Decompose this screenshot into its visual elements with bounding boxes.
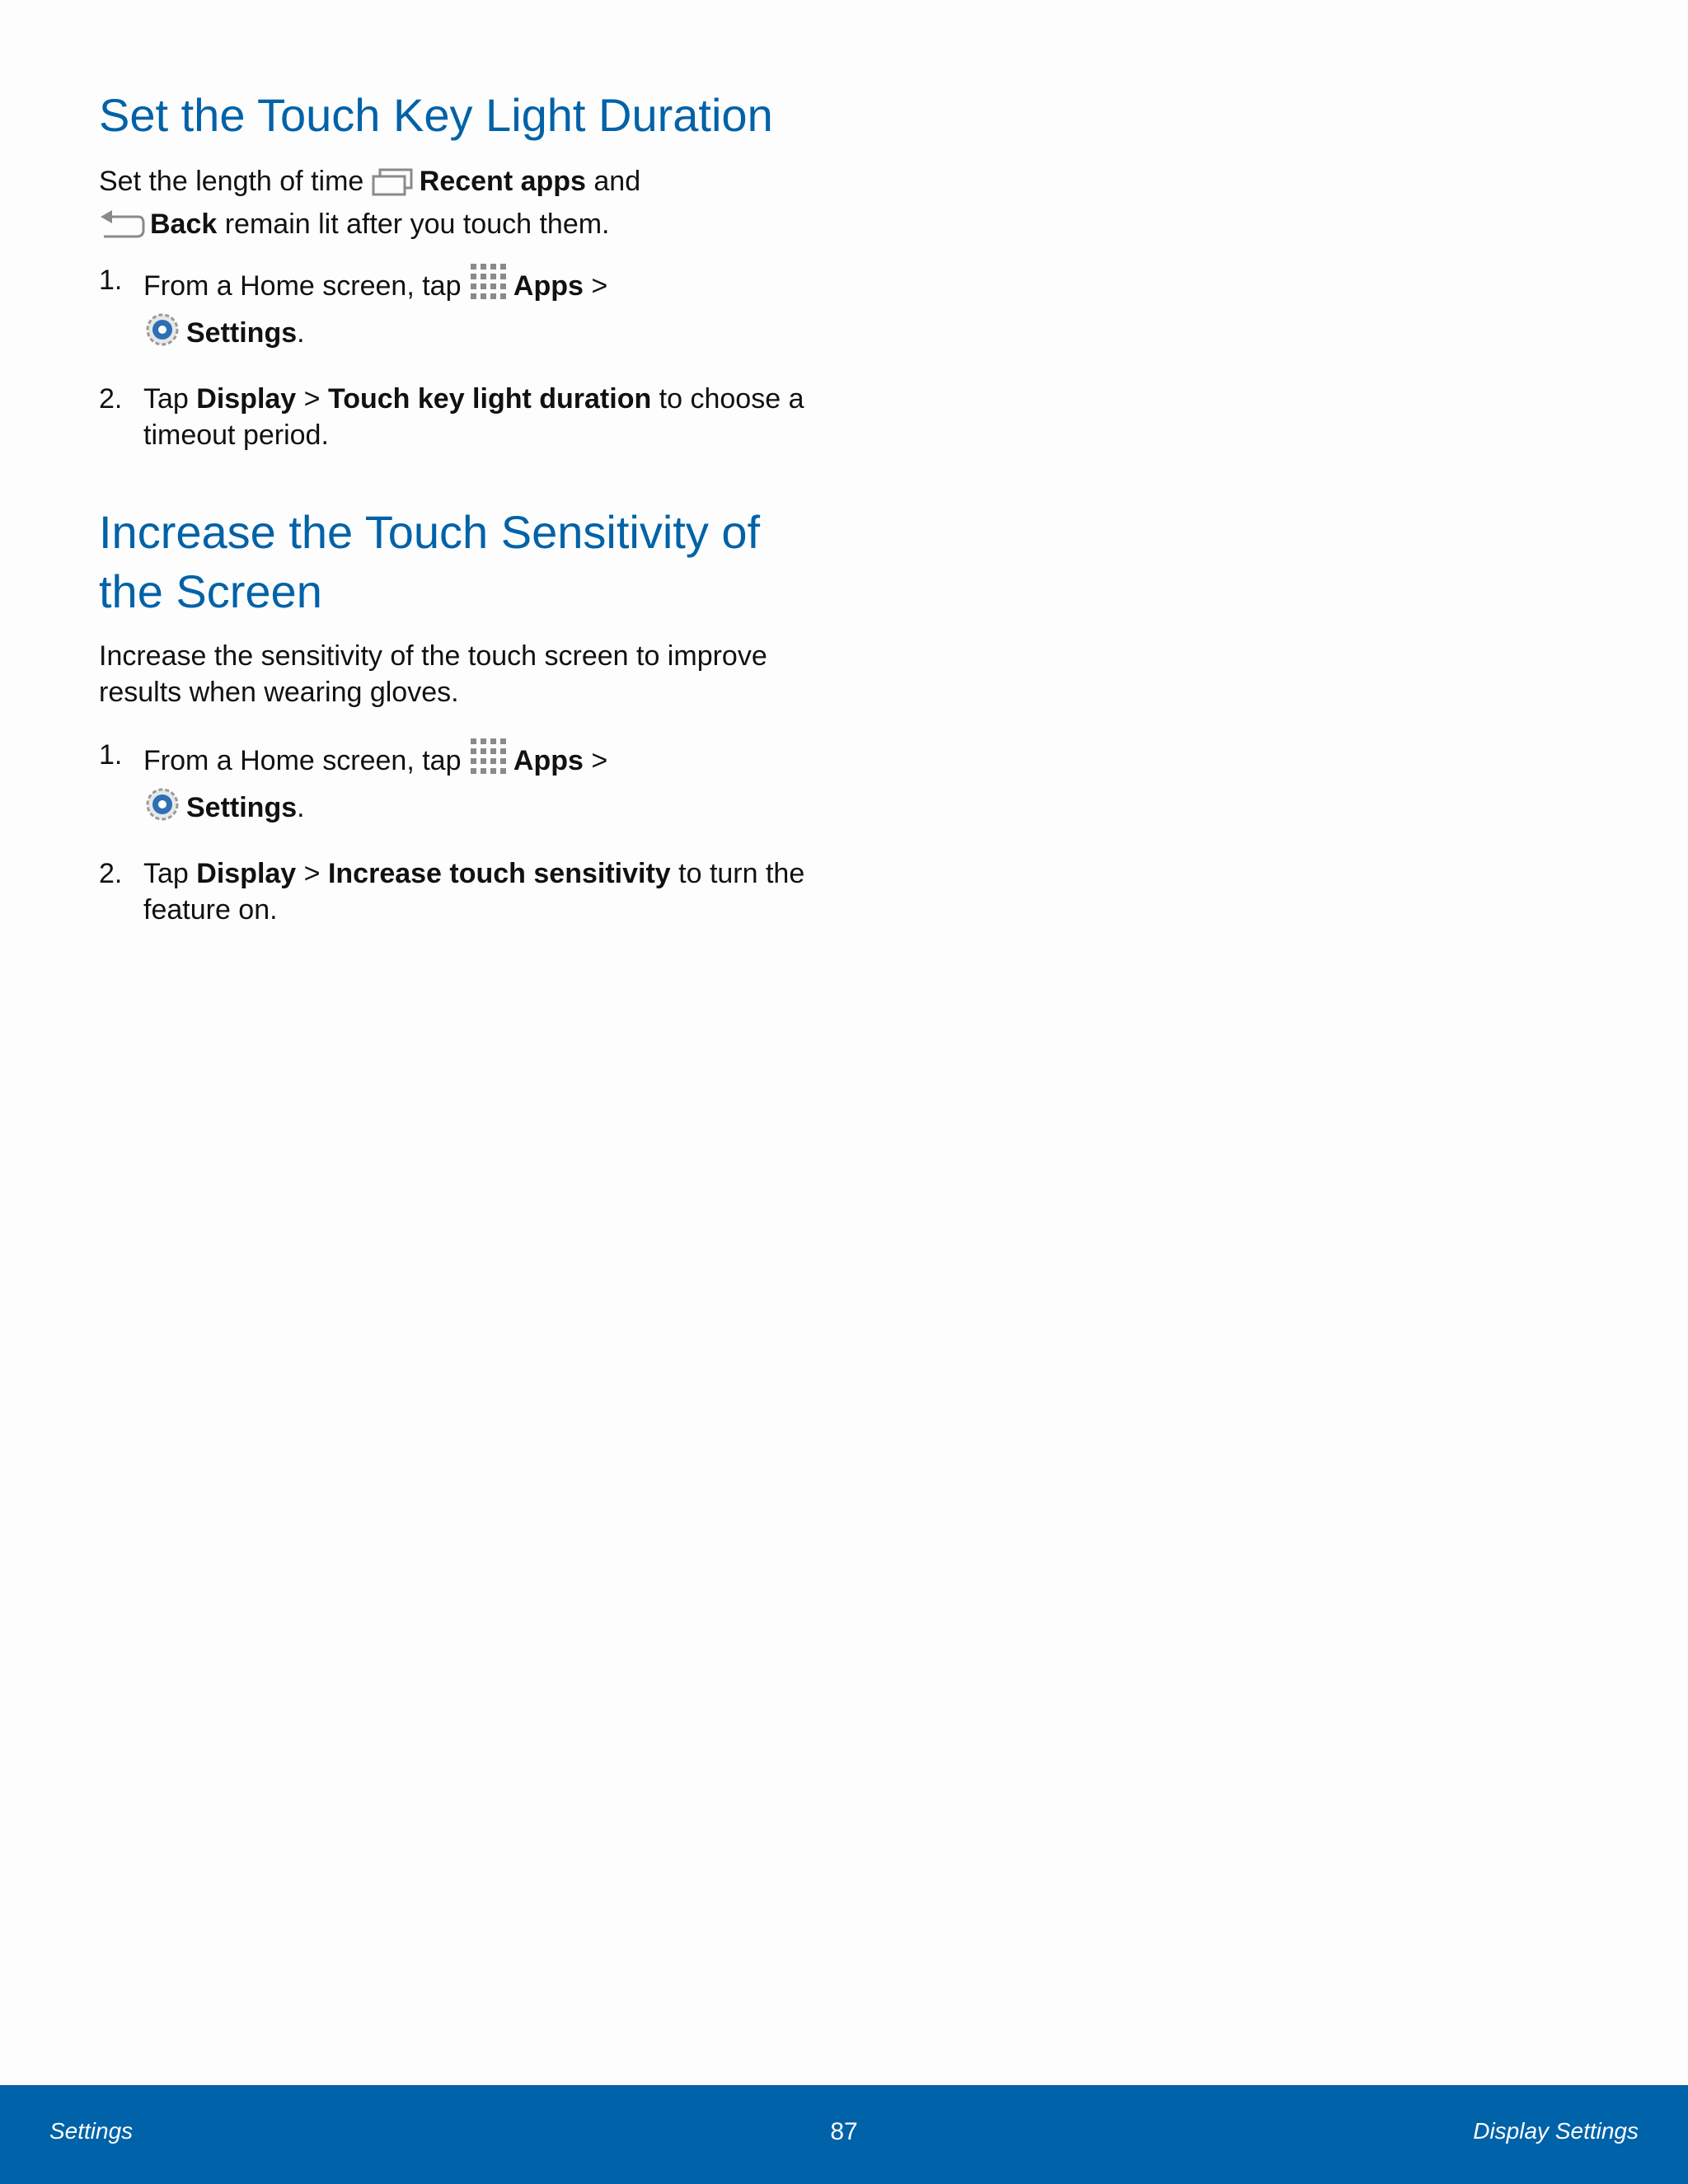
page-footer bbox=[0, 2085, 1688, 2184]
back-icon bbox=[99, 210, 145, 249]
step-item bbox=[99, 262, 824, 358]
section-intro bbox=[99, 163, 824, 249]
step-text: > bbox=[583, 745, 608, 776]
settings-gear-icon bbox=[143, 785, 181, 832]
footer-chapter-label: Display Settings bbox=[1473, 2118, 1639, 2144]
step-text: > bbox=[296, 383, 328, 415]
step-text: From a Home screen, tap bbox=[143, 745, 469, 776]
step-text: From a Home screen, tap bbox=[143, 270, 469, 302]
step-number: 1. bbox=[99, 265, 123, 296]
display-label: Display bbox=[196, 858, 297, 889]
step-text: > bbox=[583, 270, 608, 302]
footer-section-label: Settings bbox=[49, 2118, 134, 2144]
step-text: . bbox=[297, 317, 305, 349]
section-title-touch-key-light: Set the Touch Key Light Duration bbox=[99, 89, 773, 141]
step-text: > bbox=[296, 858, 328, 889]
step-number: 1. bbox=[99, 739, 123, 771]
apps-label: Apps bbox=[513, 745, 584, 776]
section-intro: Increase the sensitivity of the touch screen to improve results when wearing gloves. bbox=[99, 640, 767, 708]
step-text: Tap bbox=[143, 383, 197, 415]
apps-label: Apps bbox=[513, 270, 584, 302]
intro-text: remain lit after you touch them. bbox=[217, 209, 610, 240]
steps-list bbox=[99, 262, 824, 476]
section-title-touch-sensitivity: Increase the Touch Sensitivity of the Screen bbox=[99, 506, 761, 617]
recent-apps-label: Recent apps bbox=[419, 166, 586, 197]
settings-label: Settings bbox=[186, 792, 298, 823]
back-label: Back bbox=[150, 209, 218, 240]
steps-list bbox=[99, 737, 824, 951]
option-label: Increase touch sensitivity bbox=[327, 858, 671, 889]
option-label: Touch key light duration bbox=[327, 383, 652, 415]
step-text: . bbox=[297, 792, 305, 823]
settings-label: Settings bbox=[186, 317, 298, 349]
step-text: to turn the feature on. bbox=[143, 858, 805, 926]
step-item bbox=[99, 855, 824, 928]
step-number: 2. bbox=[99, 858, 123, 889]
intro-text: and bbox=[585, 166, 641, 197]
settings-gear-icon bbox=[143, 311, 181, 358]
step-item bbox=[99, 737, 824, 832]
display-label: Display bbox=[196, 383, 297, 415]
step-number: 2. bbox=[99, 383, 123, 415]
apps-grid-icon bbox=[469, 262, 509, 311]
apps-grid-icon bbox=[469, 737, 509, 785]
step-item bbox=[99, 381, 824, 453]
step-text: Tap bbox=[143, 858, 197, 889]
step-text: to choose a timeout period. bbox=[143, 383, 804, 451]
recent-apps-icon bbox=[372, 167, 415, 206]
page-number: 87 bbox=[830, 2118, 858, 2145]
intro-text: Set the length of time bbox=[99, 166, 372, 197]
